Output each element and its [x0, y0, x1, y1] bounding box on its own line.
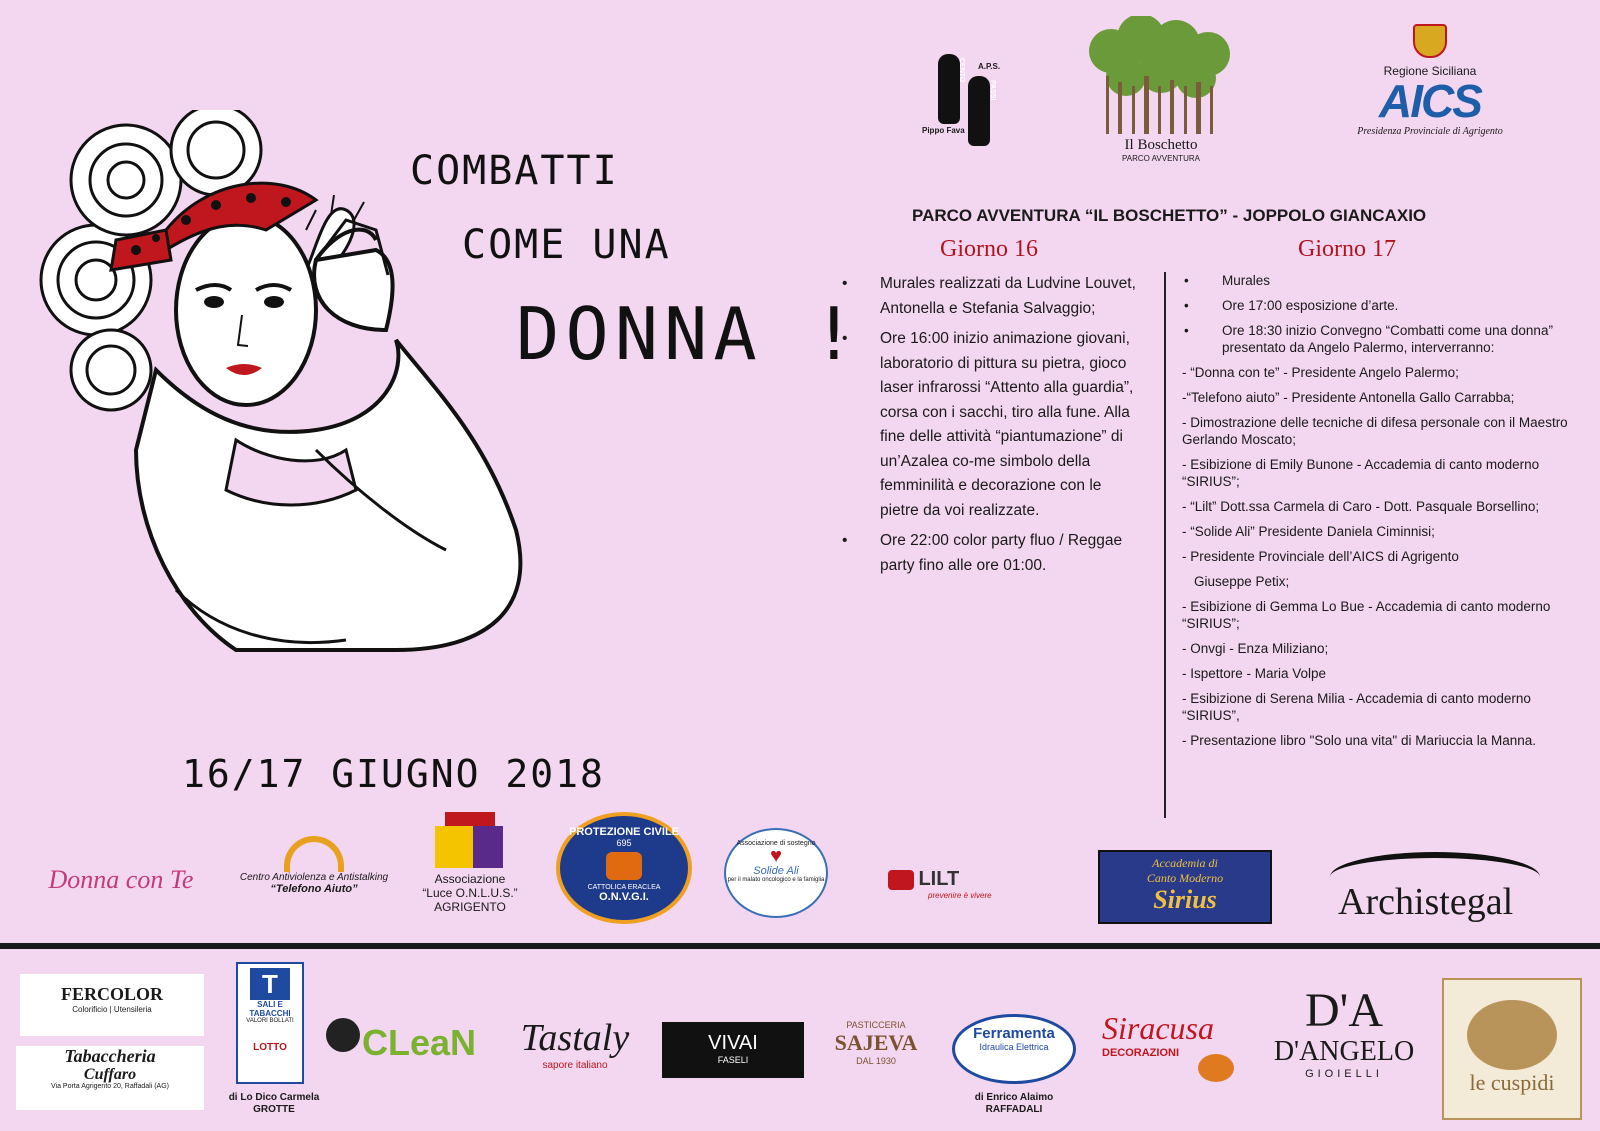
fercolor-sub: Colorificio | Utensileria — [72, 1005, 152, 1014]
sirius-line-3: Sirius — [1153, 885, 1217, 914]
tastaly-sub: sapore italiano — [542, 1060, 608, 1071]
sali-lotto: LOTTO — [253, 1042, 287, 1053]
tree-icon — [1086, 16, 1236, 136]
cuspidi-name: le cuspidi — [1469, 1070, 1555, 1095]
siracusa-logo — [1102, 1010, 1248, 1090]
event-date: 16/17 GIUGNO 2018 — [182, 752, 605, 796]
sali-caption-1: di Lo Dico Carmela — [228, 1092, 320, 1103]
day17-speaker: - Esibizione di Gemma Lo Bue - Accademia di canto moderno “SIRIUS”; — [1182, 599, 1551, 631]
day17-speaker: - Dimostrazione delle tecniche di difesa personale con il Maestro Gerlando Moscato; — [1182, 415, 1568, 447]
fercolor-logo — [20, 974, 204, 1036]
day16-program — [840, 272, 1136, 584]
column-divider — [1164, 272, 1166, 818]
ferramenta-caption-1: di Enrico Alaimo — [974, 1092, 1054, 1103]
cuffaro-logo — [16, 1046, 204, 1110]
sirius-line-2: Canto Moderno — [1146, 871, 1224, 885]
sajeva-name: SAJEVA — [834, 1030, 918, 1055]
clean-logo — [322, 1016, 486, 1072]
day17-bullet: • Ore 18:30 inizio Convegno “Combatti come una donna” presentato da Angelo Palermo, interverranno: — [1182, 322, 1582, 356]
lilt-mark-icon — [888, 870, 914, 890]
luce-line-3: AGRIGENTO — [434, 900, 506, 914]
slogan-line-1: COMBATTI — [410, 148, 619, 194]
vivai-name: VIVAI — [708, 1032, 758, 1054]
eagle-icon — [606, 852, 642, 880]
day17-speaker: Giuseppe Petix; — [1194, 574, 1290, 589]
day16-item: • Ore 16:00 inizio animazione giovani, laboratorio di pittura su pietra, gioco laser infrarossi “Attento alla guardia”, corsa con i sacchi, tiro alla fune. Alla fine delle attività “piantumazione” di un’Azalea co-me simbolo della femminilità e decorazione con le pietre da voi realizzate. — [840, 327, 1136, 523]
archistegal-name: Archistegal — [1338, 881, 1514, 923]
protezione-bottom: O.N.V.G.I. — [599, 891, 649, 903]
ferramenta-caption — [954, 1092, 1074, 1116]
day17-speaker: - “Donna con te” - Presidente Angelo Palermo; — [1182, 365, 1459, 380]
cuffaro-name: Tabaccheria — [64, 1046, 156, 1066]
tastaly-logo — [506, 1016, 644, 1086]
luce-line-1: Associazione — [434, 872, 506, 886]
centopassi-passi: PASSI — [989, 80, 996, 101]
heart-icon: ♥ — [770, 845, 782, 867]
dangelo-mark: D'A — [1305, 984, 1383, 1037]
protezione-top: PROTEZIONE CIVILE — [568, 826, 679, 838]
solide-ali-logo — [724, 828, 828, 918]
day17-bullet: • Murales — [1182, 272, 1582, 289]
rainbow-icon — [284, 836, 344, 872]
sicily-emblem-icon — [1413, 24, 1447, 58]
venue-title: PARCO AVVENTURA “IL BOSCHETTO” - JOPPOLO GIANCAXIO — [912, 206, 1427, 225]
aics-subtitle: Presidenza Provinciale di Agrigento — [1357, 126, 1503, 137]
day17-program — [1182, 272, 1582, 757]
tastaly-name: Tastaly — [520, 1017, 630, 1059]
telefono-aiuto-logo — [226, 836, 402, 916]
sajeva-logo — [824, 1000, 928, 1090]
sali-name: SALI E TABACCHI — [249, 1000, 291, 1018]
day17-speaker: - “Solide Ali” Presidente Daniela Ciminnisi; — [1182, 524, 1435, 539]
dangelo-sub: GIOIELLI — [1305, 1068, 1383, 1080]
day17-bullet: • Ore 17:00 esposizione d’arte. — [1182, 297, 1582, 314]
ferramenta-logo — [952, 1014, 1076, 1084]
telefono-line-2: “Telefono Aiuto” — [270, 883, 358, 895]
cube-icon — [435, 812, 505, 872]
solide-name: Solide Ali — [753, 865, 799, 877]
protezione-num: 695 — [616, 838, 632, 848]
day17-speaker: - Esibizione di Serena Milia - Accademia di canto moderno “SIRIUS”, — [1182, 691, 1531, 723]
building-icon — [1467, 1000, 1557, 1070]
protezione-civile-logo — [556, 812, 692, 924]
centopassi-aps: A.P.S. — [978, 62, 1001, 71]
boschetto-subtitle: PARCO AVVENTURA — [1122, 154, 1200, 163]
cuspidi-logo — [1442, 978, 1582, 1120]
aics-region: Regione Siciliana — [1383, 64, 1477, 78]
clean-tree-icon — [326, 1018, 360, 1052]
day16-item: • Murales realizzati da Ludvine Louvet, Antonella e Stefania Salvaggio; — [840, 272, 1136, 321]
vivai-sub: FASELI — [717, 1055, 749, 1065]
ferramenta-caption-2: RAFFADALI — [985, 1104, 1043, 1115]
sali-sub: VALORI BOLLATI — [246, 1018, 294, 1024]
dangelo-logo — [1254, 986, 1434, 1096]
day17-speaker: - Onvgi - Enza Miliziano; — [1182, 641, 1329, 656]
aics-brand: AICS — [1379, 75, 1481, 127]
palette-icon — [1198, 1054, 1234, 1082]
siracusa-sub: DECORAZIONI — [1102, 1047, 1179, 1059]
ferramenta-sub: Idraulica Elettrica — [979, 1042, 1049, 1052]
solide-top: Associazione di sostegno — [736, 840, 816, 847]
luce-line-2: “Luce O.N.L.U.S.” — [422, 886, 518, 900]
centopassi-cento: CENTO — [958, 58, 965, 83]
sirius-line-1: Accademia di — [1152, 856, 1218, 870]
sali-tabacchi-logo — [236, 962, 304, 1084]
cuffaro-address: Via Porta Agrigento 20, Raffadali (AG) — [50, 1083, 170, 1090]
sajeva-sub: DAL 1930 — [856, 1056, 896, 1066]
centopassi-name: Pippo Fava — [922, 126, 965, 135]
ferramenta-name: Ferramenta — [973, 1025, 1055, 1042]
woman-illustration — [16, 110, 546, 670]
day17-speaker: - “Lilt” Dott.ssa Carmela di Caro - Dott. Pasquale Borsellino; — [1182, 499, 1540, 514]
sponsor-divider — [0, 943, 1600, 949]
day17-speaker: - Esibizione di Emily Bunone - Accademia di canto moderno “SIRIUS”; — [1182, 457, 1540, 489]
cuffaro-name-2: Cuffaro — [83, 1066, 137, 1083]
day17-heading: Giorno 17 — [1298, 236, 1396, 262]
siracusa-name: Siracusa — [1102, 1010, 1214, 1046]
lilt-name: LILT — [918, 868, 960, 890]
fercolor-name: FERCOLOR — [60, 984, 163, 1004]
aics-logo — [1340, 24, 1520, 164]
donna-con-te-logo: Donna con Te — [48, 865, 194, 894]
day17-speaker: - Presentazione libro "Solo una vita" di Mariuccia la Manna. — [1182, 733, 1537, 748]
centopassi-logo — [922, 50, 1010, 150]
protezione-city: CATTOLICA ERACLEA — [587, 884, 661, 891]
day16-item: • Ore 22:00 color party fluo / Reggae party fino alle ore 01:00. — [840, 529, 1136, 578]
lilt-tag: prevenire è vivere — [928, 891, 992, 900]
day17-speaker: -“Telefono aiuto” - Presidente Antonella Gallo Carrabba; — [1182, 390, 1515, 405]
slogan-line-2: COME UNA — [462, 222, 671, 268]
day17-speaker: - Ispettore - Maria Volpe — [1182, 666, 1327, 681]
boschetto-logo — [1086, 16, 1236, 166]
tabacchi-t-icon: T — [250, 968, 290, 1000]
lilt-logo — [888, 868, 1048, 908]
boschetto-title: Il Boschetto — [1124, 137, 1198, 153]
slogan-line-3: DONNA ! — [516, 292, 862, 376]
vivai-logo — [662, 1022, 804, 1078]
sali-caption — [214, 1092, 334, 1116]
day16-heading: Giorno 16 — [940, 236, 1038, 262]
sajeva-top: PASTICCERIA — [846, 1020, 906, 1030]
day17-speaker: - Presidente Provinciale dell’AICS di Agrigento — [1182, 549, 1459, 564]
dangelo-name: D'ANGELO — [1273, 1036, 1415, 1067]
sirius-logo — [1098, 850, 1272, 924]
solide-bottom: per il malato oncologico e la famiglia — [727, 877, 825, 883]
luce-onlus-logo — [410, 812, 530, 922]
archistegal-logo — [1324, 852, 1574, 926]
clean-name: CLeaN — [362, 1022, 477, 1063]
telefono-line-1: Centro Antiviolenza e Antistalking — [239, 872, 389, 883]
sali-caption-2: GROTTE — [253, 1104, 295, 1115]
